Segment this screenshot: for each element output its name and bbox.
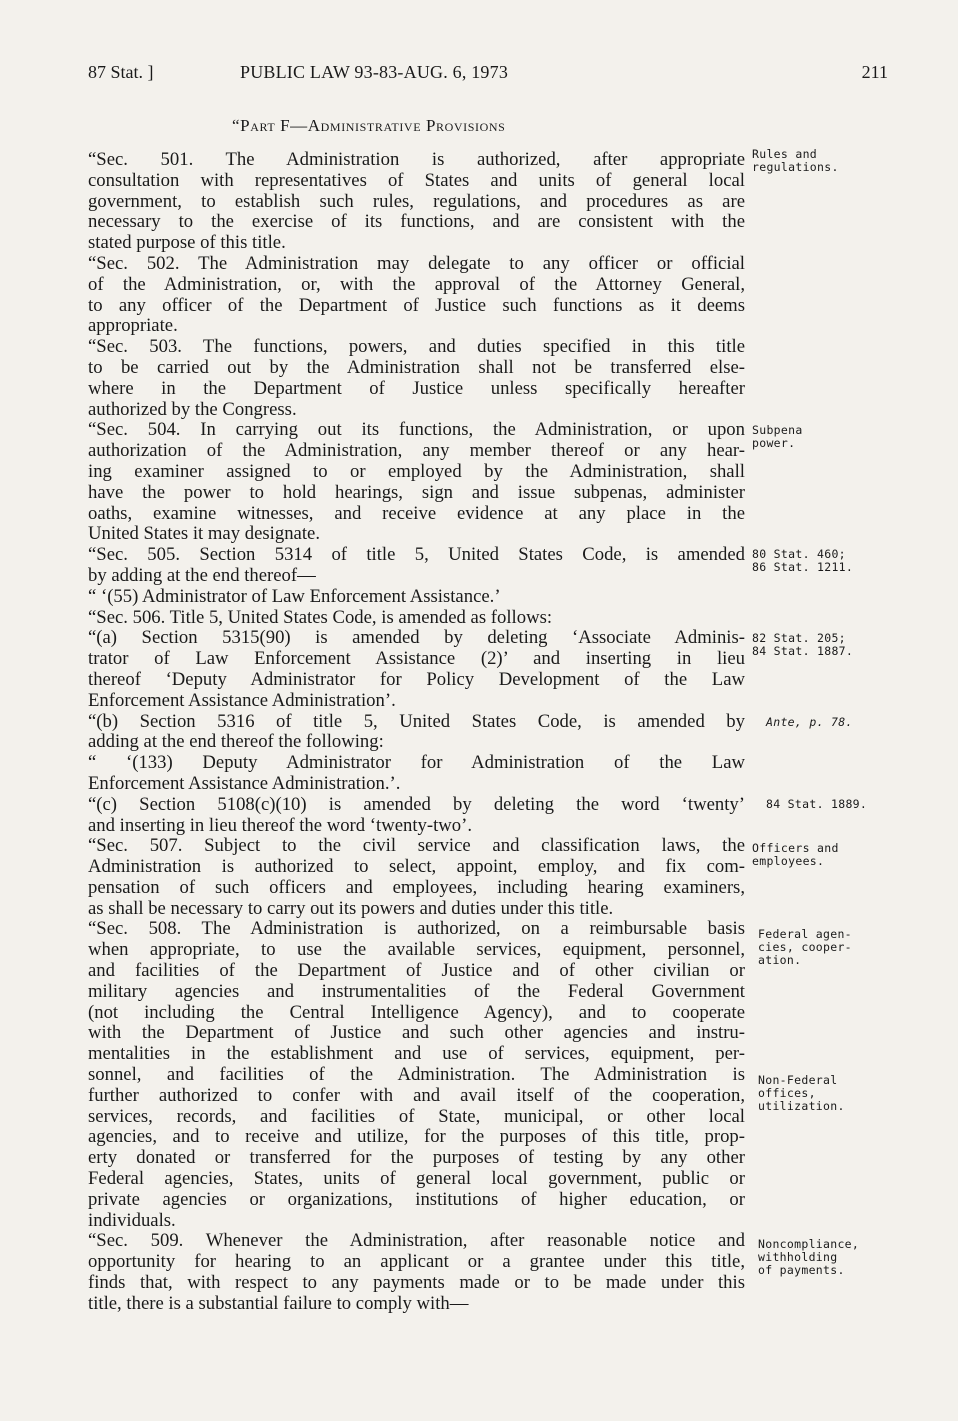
margin-note-line: offices, — [758, 1086, 816, 1100]
section-paragraph — [88, 795, 745, 837]
text-line: military agencies and instrumentalities of the Federal Government — [88, 981, 745, 1002]
text-line: “Sec. 504. In carrying out its functions, the Administration, or upon — [88, 420, 745, 441]
text-line: Enforcement Assistance Administration’. — [88, 690, 396, 711]
margin-note-line: utilization. — [758, 1099, 845, 1113]
margin-note — [766, 716, 853, 729]
margin-note-line: 82 Stat. 205; — [752, 631, 846, 645]
page-number: 211 — [861, 62, 888, 82]
text-line: “(a) Section 5315(90) is amended by deleting ‘Associate Adminis- — [88, 628, 745, 649]
text-line: of the Administration, or, with the approval of the Attorney General, — [88, 274, 745, 295]
text-line: “Sec. 503. The functions, powers, and duties specified in this title — [88, 337, 745, 358]
text-line: ing examiner assigned to or employed by the Administration, shall — [88, 461, 745, 482]
text-line: “(b) Section 5316 of title 5, United States Code, is amended by — [88, 711, 745, 732]
margin-note-line: of payments. — [758, 1263, 845, 1277]
margin-note — [752, 842, 839, 868]
text-line: appropriate. — [88, 316, 178, 337]
text-line: erty donated or transferred for the purposes of testing by any other — [88, 1148, 745, 1169]
margin-note — [766, 798, 867, 811]
margin-note-line: regulations. — [752, 160, 839, 174]
text-line: “ ‘(133) Deputy Administrator for Administration of the Law — [88, 753, 745, 774]
margin-note-line: withholding — [758, 1250, 838, 1264]
text-line: when appropriate, to use the available services, equipment, personnel, — [88, 940, 745, 961]
margin-note — [752, 632, 853, 658]
text-line: “(c) Section 5108(c)(10) is amended by deleting the word ‘twenty’ — [88, 794, 745, 815]
part-title: “Part F—Administrative Provisions — [232, 116, 506, 135]
page-header — [88, 62, 888, 88]
text-line: and facilities of the Department of Justice and of other civilian or — [88, 961, 745, 982]
section-paragraph — [88, 712, 745, 754]
text-line: finds that, with respect to any payments made or to be made under this — [88, 1273, 745, 1294]
margin-note — [752, 424, 803, 450]
section-paragraph — [88, 608, 745, 629]
margin-note — [758, 1238, 859, 1277]
statute-volume: 87 Stat. ] — [88, 62, 154, 82]
text-line: trator of Law Enforcement Assistance (2)’ and inserting in lieu — [88, 649, 745, 670]
margin-note-line: Noncompliance, — [758, 1237, 860, 1251]
text-line: to any officer of the Department of Justice such functions as it deems — [88, 295, 745, 316]
margin-note-line: Non-Federal — [758, 1073, 838, 1087]
margin-note-line: 86 Stat. 1211. — [752, 560, 854, 574]
text-line: individuals. — [88, 1210, 176, 1231]
text-line: thereof ‘Deputy Administrator for Policy Development of the Law — [88, 669, 745, 690]
text-line: oaths, examine witnesses, and receive evidence at any place in the — [88, 503, 745, 524]
section-paragraph — [88, 919, 745, 1231]
margin-note-line: employees. — [752, 854, 825, 868]
margin-note — [758, 1074, 845, 1113]
text-line: “Sec. 505. Section 5314 of title 5, United States Code, is amended — [88, 545, 745, 566]
text-line: mentalities in the establishment and use of services, equipment, per- — [88, 1044, 745, 1065]
margin-note-line: Rules and — [752, 147, 818, 161]
text-line: title, there is a substantial failure to comply with— — [88, 1293, 469, 1314]
text-line: to be carried out by the Administration shall not be transferred else- — [88, 357, 745, 378]
margin-note-line: Ante, p. 78. — [766, 715, 853, 729]
section-paragraph — [88, 545, 745, 587]
text-line: pensation of such officers and employees, including hearing examiners, — [88, 877, 745, 898]
text-line: further authorized to confer with and avail itself of the cooperation, — [88, 1085, 745, 1106]
margin-note-line: 84 Stat. 1887. — [752, 644, 854, 658]
text-line: “Sec. 501. The Administration is authorized, after appropriate — [88, 150, 745, 170]
text-line: agencies, and to receive and utilize, for the purposes of this title, prop- — [88, 1127, 745, 1148]
text-line: with the Department of Justice and such other agencies and instru- — [88, 1023, 745, 1044]
margin-note-line: Federal agen- — [758, 927, 852, 941]
text-line: stated purpose of this title. — [88, 233, 286, 254]
text-line: opportunity for hearing to an applicant or a grantee under this title, — [88, 1252, 745, 1273]
text-line: “ ‘(55) Administrator of Law Enforcement Assistance.’ — [88, 586, 501, 607]
text-line: necessary to the exercise of its functions, and are consistent with the — [88, 212, 745, 233]
text-line: private agencies or organizations, institutions of higher education, or — [88, 1189, 745, 1210]
section-paragraph — [88, 587, 745, 608]
text-line: “Sec. 506. Title 5, United States Code, is amended as follows: — [88, 607, 553, 628]
text-line: Enforcement Assistance Administration.’. — [88, 773, 401, 794]
text-line: sonnel, and facilities of the Administration. The Administration is — [88, 1065, 745, 1086]
text-line: services, records, and facilities of State, municipal, or other local — [88, 1106, 745, 1127]
text-line: as shall be necessary to carry out its powers and duties under this title. — [88, 898, 614, 919]
section-paragraph — [88, 628, 745, 711]
text-line: “Sec. 508. The Administration is authorized, on a reimbursable basis — [88, 919, 745, 940]
text-line: “Sec. 502. The Administration may delegate to any officer or official — [88, 253, 745, 274]
text-line: Federal agencies, States, units of general local government, public or — [88, 1169, 745, 1190]
section-paragraph — [88, 1231, 745, 1314]
margin-note-line: cies, cooper- — [758, 940, 852, 954]
text-line: United States it may designate. — [88, 524, 320, 545]
text-line: and inserting in lieu thereof the word ‘twenty-two’. — [88, 815, 473, 836]
public-law-title: PUBLIC LAW 93-83-AUG. 6, 1973 — [240, 62, 509, 82]
margin-note-line: power. — [752, 436, 796, 450]
margin-note-line: ation. — [758, 953, 802, 967]
text-line: adding at the end thereof the following: — [88, 732, 384, 753]
margin-note — [752, 148, 839, 174]
margin-note-line: 84 Stat. 1889. — [766, 797, 868, 811]
text-line: “Sec. 509. Whenever the Administration, after reasonable notice and — [88, 1231, 745, 1252]
section-paragraph — [88, 420, 745, 545]
margin-note-line: Subpena — [752, 423, 803, 437]
section-paragraph — [88, 337, 745, 420]
text-line: have the power to hold hearings, sign and issue subpenas, administer — [88, 482, 745, 503]
margin-note — [752, 548, 853, 574]
text-line: where in the Department of Justice unless specifically hereafter — [88, 378, 745, 399]
text-line: government, to establish such rules, regulations, and procedures as are — [88, 191, 745, 212]
text-line: “Sec. 507. Subject to the civil service and classification laws, the — [88, 836, 745, 857]
margin-note-line: Officers and — [752, 841, 839, 855]
text-line: authorization of the Administration, any member thereof or any hear- — [88, 441, 745, 462]
section-paragraph — [88, 753, 745, 795]
margin-note — [758, 928, 852, 967]
section-paragraph — [88, 836, 745, 919]
margin-note-line: 80 Stat. 460; — [752, 547, 846, 561]
section-paragraph — [88, 150, 745, 254]
text-line: consultation with representatives of States and units of general local — [88, 170, 745, 191]
text-line: by adding at the end thereof— — [88, 565, 316, 586]
text-line: Administration is authorized to select, appoint, employ, and fix com- — [88, 857, 745, 878]
text-line: (not including the Central Intelligence Agency), and to cooperate — [88, 1002, 745, 1023]
body-text — [88, 150, 745, 1315]
section-paragraph — [88, 254, 745, 337]
text-line: authorized by the Congress. — [88, 399, 297, 420]
